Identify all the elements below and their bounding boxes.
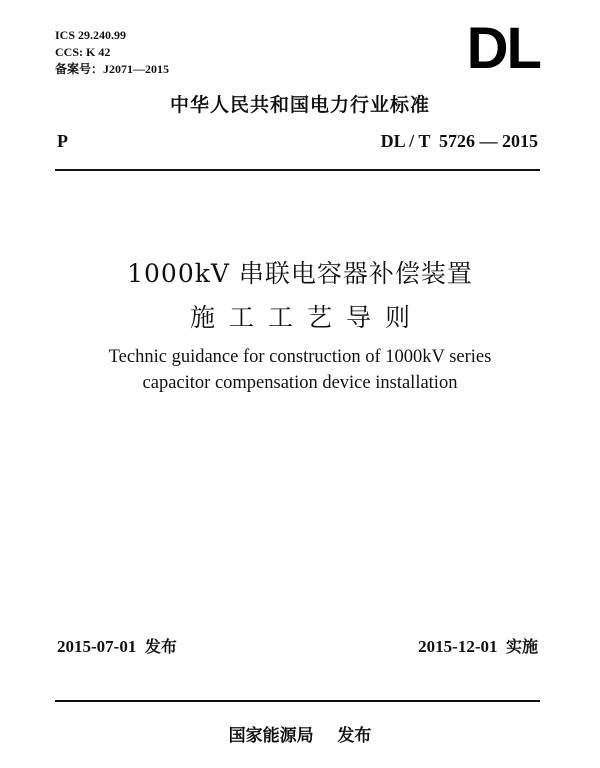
ics-code: ICS 29.240.99 <box>55 28 127 42</box>
release-label: 发布 <box>144 637 177 656</box>
ccs-code: CCS: K 42 <box>55 45 111 59</box>
implementation-info <box>418 634 538 657</box>
chinese-title-line-2: 施工工艺导则 <box>189 303 424 332</box>
chinese-title-line-1: 1000kV 串联电容器补偿装置 <box>127 259 473 288</box>
standard-number: DL / T 5726 — 2015 <box>380 131 538 151</box>
top-divider <box>55 169 540 171</box>
implementation-date: 2015-12-01 <box>418 637 498 656</box>
category-letter: P <box>57 131 68 151</box>
release-date: 2015-07-01 <box>57 637 137 656</box>
bottom-divider <box>55 700 540 702</box>
publisher-line <box>0 721 600 746</box>
dl-logo: DL <box>466 16 540 81</box>
implementation-label: 实施 <box>505 637 538 656</box>
release-info <box>57 634 177 657</box>
publisher-action: 发布 <box>337 726 372 746</box>
publisher-name: 国家能源局 <box>228 726 314 746</box>
metadata-block <box>55 27 169 78</box>
english-title-line-1: Technic guidance for construction of 1000kV series <box>108 347 492 367</box>
standard-category-title: 中华人民共和国电力行业标准 <box>169 94 430 116</box>
record-number: 备案号：J2071—2015 <box>55 62 170 76</box>
english-title-line-2: capacitor compensation device installation <box>142 373 458 393</box>
